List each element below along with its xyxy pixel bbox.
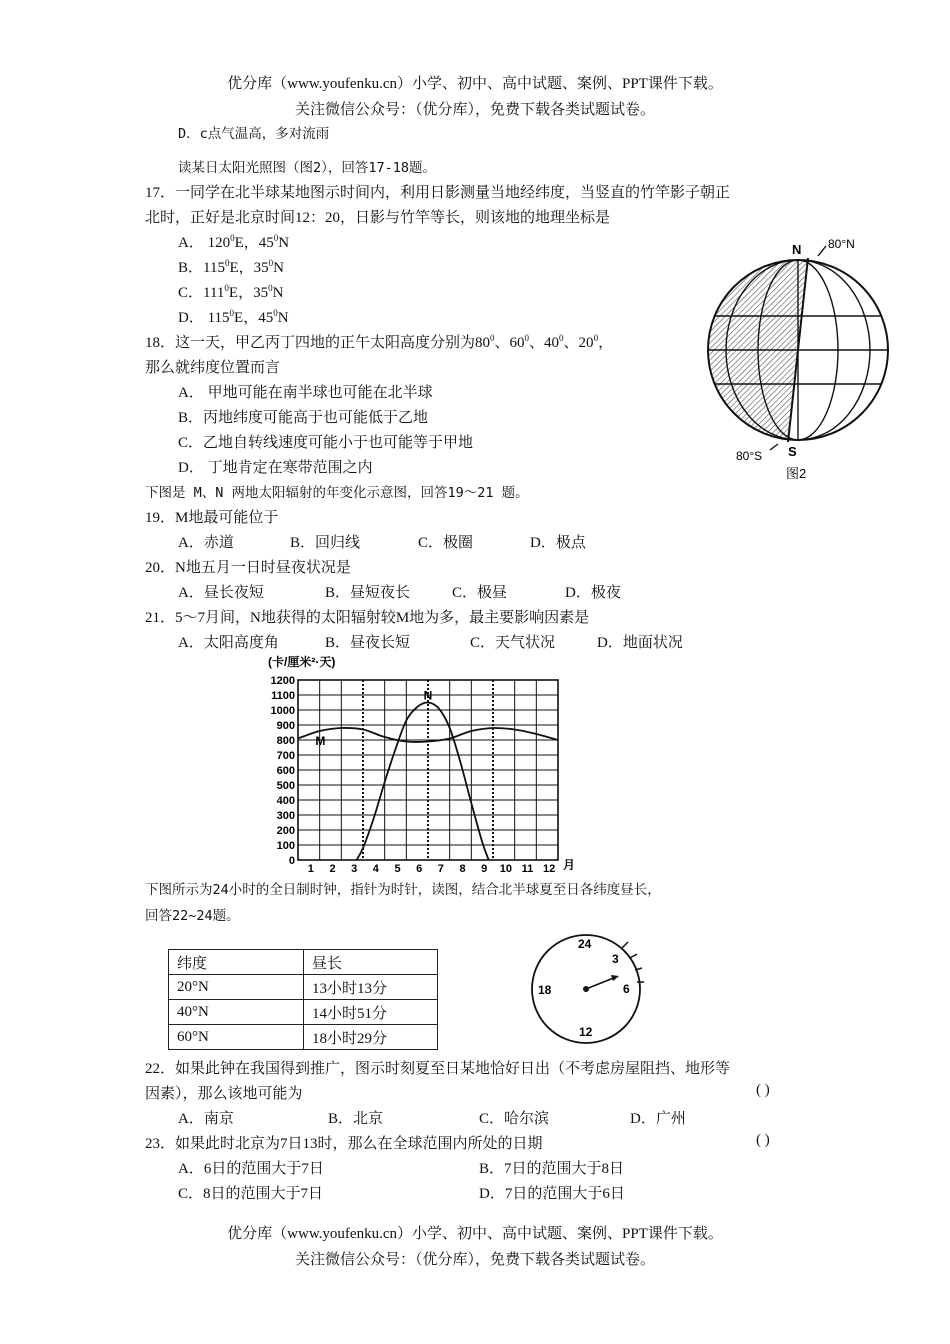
radiation-chart bbox=[260, 652, 580, 874]
chart-x-ticks bbox=[308, 863, 556, 874]
chart-x-tick-label: 2 bbox=[329, 863, 336, 874]
chart-y-tick-label: 300 bbox=[276, 810, 295, 822]
q21-option-b: B．昼夜长短 bbox=[325, 635, 411, 651]
q22-answer-paren: ( ) bbox=[756, 1082, 770, 1098]
intro-22-24-line2: 回答22~24题。 bbox=[145, 908, 240, 924]
table-row bbox=[169, 1000, 438, 1025]
table-cell: 14小时51分 bbox=[304, 1000, 438, 1025]
clock-hand-arrow-icon bbox=[611, 975, 619, 981]
q21-option-a: A．太阳高度角 bbox=[178, 635, 279, 651]
q21-option-d: D．地面状况 bbox=[597, 635, 683, 651]
24-hour-clock bbox=[528, 926, 648, 1046]
intro-19-21: 下图是 M、N 两地太阳辐射的年变化示意图，回答19～21 题。 bbox=[145, 485, 529, 501]
q22-option-c: C．哈尔滨 bbox=[479, 1111, 550, 1127]
table-header-cell: 昼长 bbox=[304, 950, 438, 975]
clock-label-12: 12 bbox=[579, 1025, 593, 1039]
chart-y-tick-label: 100 bbox=[276, 840, 295, 852]
q19-option-d: D．极点 bbox=[530, 535, 586, 551]
globe-south-label: S bbox=[788, 444, 797, 459]
q22-option-a: A．南京 bbox=[178, 1111, 234, 1127]
q19-option-b: B．回归线 bbox=[290, 535, 361, 551]
globe-north-label: N bbox=[792, 242, 802, 257]
q18-stem-line1: 18．这一天，甲乙丙丁四地的正午太阳高度分别为$80^0$、$60^0$、$40^0$、$20^0$， bbox=[145, 333, 614, 351]
q18-stem-line2: 那么就纬度位置而言 bbox=[145, 360, 281, 376]
q20-option-d: D．极夜 bbox=[565, 585, 621, 601]
chart-x-tick-label: 11 bbox=[521, 863, 534, 874]
q21-stem: 21．5～7月间，N地获得的太阳辐射较M地为多，最主要影响因素是 bbox=[145, 610, 590, 626]
chart-y-tick-label: 1200 bbox=[270, 675, 295, 687]
q19-stem: 19．M地最可能位于 bbox=[145, 510, 279, 526]
q17-stem-line1: 17．一同学在北半球某地图示时间内，利用日影测量当地经纬度，当竖直的竹竿影子朝正 bbox=[145, 185, 731, 201]
chart-x-tick-label: 7 bbox=[437, 863, 444, 874]
q23-option-a: A．6日的范围大于7日 bbox=[178, 1161, 324, 1177]
q23-option-b: B．7日的范围大于8日 bbox=[479, 1161, 625, 1177]
table-cell: 18小时29分 bbox=[304, 1025, 438, 1050]
table-header-row bbox=[169, 950, 438, 975]
chart-y-tick-label: 200 bbox=[276, 825, 295, 837]
header-line-2: 关注微信公众号：（优分库），免费下载各类试题试卷。 bbox=[294, 102, 655, 118]
table-header-cell: 纬度 bbox=[169, 950, 304, 975]
intro-22-24-line1: 下图所示为24小时的全日制时钟，指针为时针，读图，结合北半球夏至日各纬度昼长， bbox=[145, 882, 661, 898]
chart-x-tick-label: 1 bbox=[307, 863, 314, 874]
footer-line-1: 优分库（www.youfenku.cn）小学、初中、高中试题、案例、PPT课件下载。 bbox=[227, 1226, 723, 1242]
chart-x-tick-label: 9 bbox=[481, 863, 488, 874]
chart-x-tick-label: 6 bbox=[416, 863, 423, 874]
chart-y-tick-label: 800 bbox=[276, 735, 295, 747]
series-n-line bbox=[357, 702, 489, 860]
q23-option-d: D．7日的范围大于6日 bbox=[479, 1186, 625, 1202]
q18-option-c: C．乙地自转线速度可能小于也可能等于甲地 bbox=[178, 435, 474, 451]
header-line-1: 优分库（www.youfenku.cn）小学、初中、高中试题、案例、PPT课件下载。 bbox=[227, 76, 723, 92]
q17-option-b: B．$115^0E$，$35^0N$ bbox=[178, 258, 284, 276]
chart-y-tick-label: 700 bbox=[276, 750, 295, 762]
q20-option-b: B．昼短夜长 bbox=[325, 585, 411, 601]
globe-80s-label: 80°S bbox=[736, 449, 763, 463]
q20-stem: 20．N地五月一日时昼夜状况是 bbox=[145, 560, 351, 576]
q22-stem-line2: 因素），那么该地可能为 bbox=[145, 1086, 303, 1102]
clock-label-6: 6 bbox=[623, 982, 630, 996]
q19-option-c: C．极圈 bbox=[418, 535, 474, 551]
chart-x-unit-label: 月 bbox=[563, 858, 576, 872]
q17-option-c: C．$111^0E$，$35^0N$ bbox=[178, 283, 284, 301]
table-row bbox=[169, 1025, 438, 1050]
chart-y-tick-label: 1000 bbox=[270, 705, 295, 717]
table-cell: 20°N bbox=[169, 975, 304, 1000]
clock-label-3: 3 bbox=[612, 952, 619, 966]
series-n-label: N bbox=[423, 688, 433, 703]
q18-option-d: D． 丁地肯定在寒带范围之内 bbox=[178, 460, 373, 476]
table-cell: 40°N bbox=[169, 1000, 304, 1025]
table-row bbox=[169, 975, 438, 1000]
chart-x-tick-label: 5 bbox=[394, 863, 401, 874]
footer-line-2: 关注微信公众号：（优分库），免费下载各类试题试卷。 bbox=[294, 1252, 655, 1268]
q19-option-a: A．赤道 bbox=[178, 535, 234, 551]
chart-y-ticks bbox=[271, 675, 295, 867]
q17-option-d: D． $115^0E$，$45^0N$ bbox=[178, 308, 289, 326]
chart-y-tick-label: 0 bbox=[288, 855, 295, 867]
q18-option-b: B．丙地纬度可能高于也可能低于乙地 bbox=[178, 410, 429, 426]
daylight-table bbox=[168, 949, 438, 1050]
chart-grid bbox=[298, 680, 558, 860]
chart-y-tick-label: 1100 bbox=[271, 690, 295, 702]
q17-stem-line2: 北时，正好是北京时间12：20，日影与竹竿等长，则该地的地理坐标是 bbox=[145, 210, 611, 226]
table-cell: 13小时13分 bbox=[304, 975, 438, 1000]
clock-label-24: 24 bbox=[578, 937, 592, 951]
clock-hour-hand bbox=[586, 977, 616, 989]
chart-y-tick-label: 400 bbox=[276, 795, 295, 807]
chart-x-tick-label: 12 bbox=[543, 863, 556, 874]
q22-option-b: B．北京 bbox=[328, 1111, 384, 1127]
q23-option-c: C．8日的范围大于7日 bbox=[178, 1186, 324, 1202]
q20-option-c: C．极昼 bbox=[452, 585, 508, 601]
q23-answer-paren: ( ) bbox=[756, 1132, 770, 1148]
chart-y-tick-label: 600 bbox=[276, 765, 295, 777]
clock-label-18: 18 bbox=[538, 983, 552, 997]
chart-x-tick-label: 10 bbox=[499, 863, 512, 874]
q22-option-d: D．广州 bbox=[630, 1111, 686, 1127]
series-m-label: M bbox=[315, 734, 326, 748]
chart-y-tick-label: 500 bbox=[276, 780, 295, 792]
chart-y-unit-label: (卡/厘米²·天) bbox=[268, 655, 336, 669]
q23-stem: 23．如果此时北京为7日13时，那么在全球范围内所处的日期 bbox=[145, 1136, 543, 1152]
clock-center-dot bbox=[583, 986, 589, 992]
q17-option-a: A． $120^0E$，$45^0N$ bbox=[178, 233, 290, 251]
globe-80n-label: 80°N bbox=[828, 237, 855, 251]
q18-option-a: A． 甲地可能在南半球也可能在北半球 bbox=[178, 385, 433, 401]
chart-x-tick-label: 8 bbox=[459, 863, 466, 874]
table-cell: 60°N bbox=[169, 1025, 304, 1050]
q20-option-a: A．昼长夜短 bbox=[178, 585, 264, 601]
figure-2-illumination-globe bbox=[700, 228, 900, 483]
q22-stem-line1: 22．如果此钟在我国得到推广，图示时刻夏至日某地恰好日出（不考虑房屋阻挡、地形等 bbox=[145, 1061, 731, 1077]
chart-x-tick-label: 4 bbox=[372, 863, 379, 874]
previous-option-d: D．c点气温高，多对流雨 bbox=[178, 126, 330, 142]
chart-x-tick-label: 3 bbox=[351, 863, 358, 874]
q21-option-c: C．天气状况 bbox=[470, 635, 556, 651]
intro-17-18: 读某日太阳光照图（图2），回答17-18题。 bbox=[178, 160, 437, 176]
chart-y-tick-label: 900 bbox=[276, 720, 295, 732]
figure-2-caption: 图2 bbox=[786, 466, 807, 481]
